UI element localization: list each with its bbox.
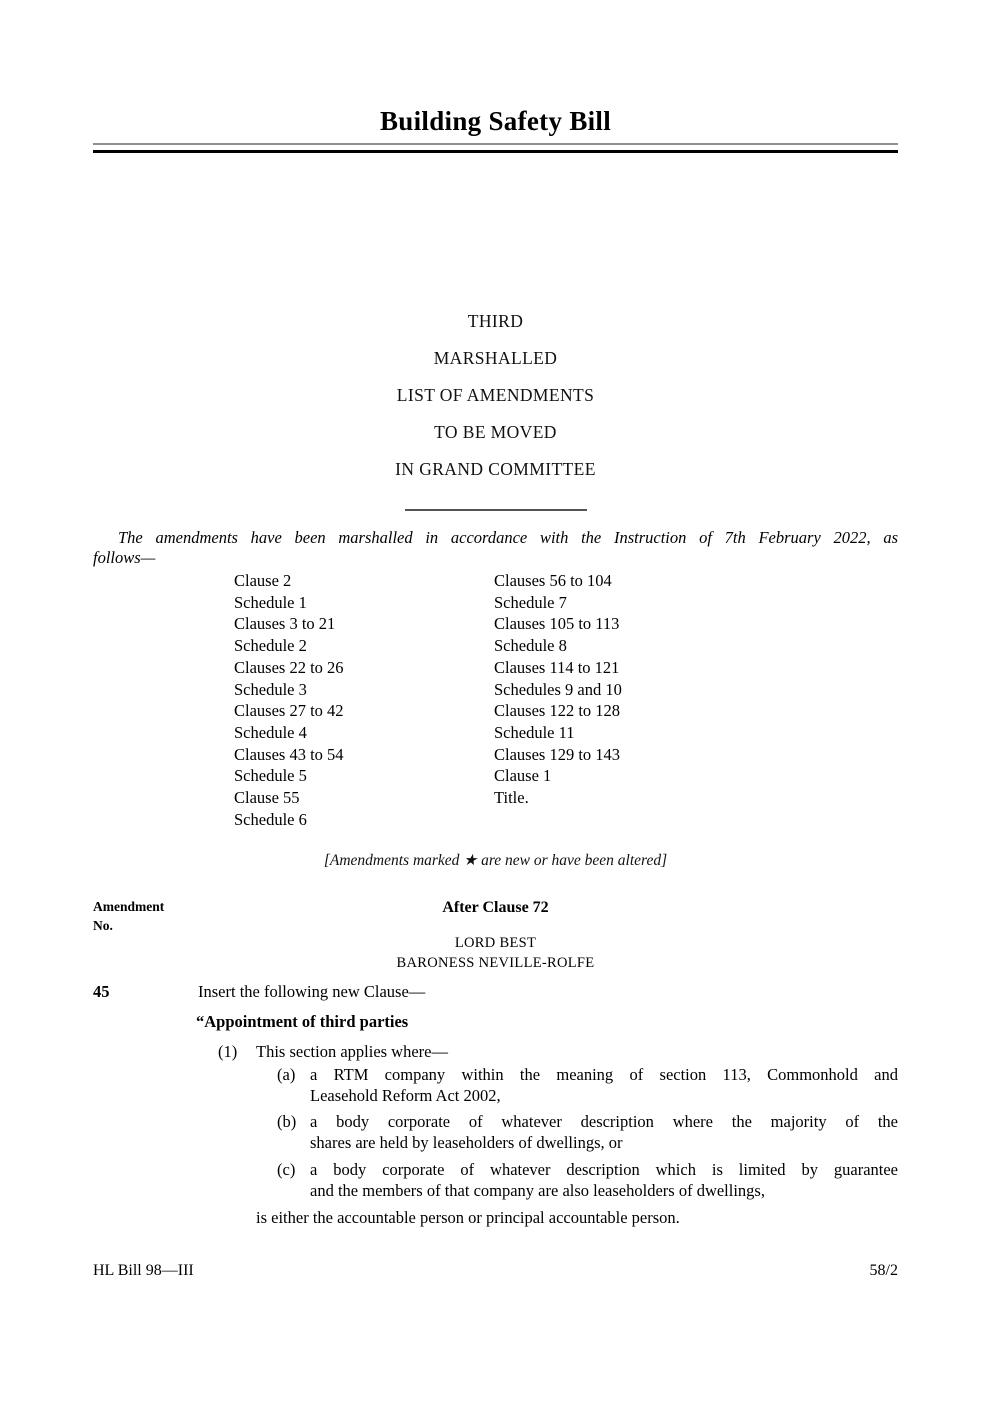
clause-order-item: Schedule 8 (494, 636, 567, 656)
amendment-no-label-line: Amendment (93, 899, 165, 914)
bill-reference: HL Bill 98—III (93, 1262, 194, 1279)
section-heading: After Clause 72 (442, 899, 549, 916)
paragraph-b (277, 1112, 898, 1153)
title-rule (93, 143, 898, 153)
bill-title: Building Safety Bill (379, 106, 612, 136)
amendment-no-label-line: No. (93, 918, 113, 933)
subsection-closing-text: is either the accountable person or principal accountable person. (256, 1208, 680, 1227)
heading-line: MARSHALLED (433, 348, 558, 368)
clause-order-right-column (494, 570, 622, 809)
clause-order-item: Title. (494, 788, 529, 808)
paragraph-b-text (310, 1112, 898, 1153)
heading-line: TO BE MOVED (434, 422, 557, 442)
clause-order-item: Schedule 3 (234, 679, 307, 699)
clause-order-item: Schedule 7 (494, 592, 567, 612)
marshalled-note-line: The amendments have been marshalled in accordance with the Instruction of 7th February 2022, as (118, 528, 898, 547)
document-headings (0, 303, 991, 488)
paragraph-line: Leasehold Reform Act 2002, (310, 1085, 501, 1105)
marshalled-note (93, 528, 898, 568)
paragraph-a (277, 1065, 898, 1106)
paragraph-a-label: (a) (277, 1065, 296, 1084)
clause-order-item: Clauses 27 to 42 (234, 701, 344, 721)
clause-order-item: Clause 55 (234, 788, 300, 808)
heading-line: IN GRAND COMMITTEE (395, 459, 596, 479)
clause-order-left-column (234, 570, 344, 830)
sheet-number: 58/2 (869, 1262, 898, 1279)
paragraph-c (277, 1160, 898, 1201)
mover-name: LORD BEST (454, 935, 537, 951)
heading-line: LIST OF AMENDMENTS (396, 385, 595, 405)
paragraph-a-text (310, 1065, 898, 1106)
star-legend-note: [Amendments marked ★ are new or have been altered] (323, 852, 668, 869)
heading-line: THIRD (467, 311, 524, 331)
paragraph-b-label: (b) (277, 1112, 297, 1131)
marshalled-note-line: follows— (93, 548, 156, 567)
clause-order-item: Schedule 6 (234, 809, 307, 829)
clause-order-item: Schedules 9 and 10 (494, 679, 622, 699)
clause-order-item: Schedule 1 (234, 592, 307, 612)
paragraph-line: a RTM company within the meaning of section 113, Commonhold and (310, 1065, 898, 1084)
subsection-1-label: (1) (218, 1042, 238, 1061)
subsection-1 (218, 1042, 448, 1062)
clause-order-item: Clauses 114 to 121 (494, 657, 620, 677)
clause-order-item: Clauses 105 to 113 (494, 614, 620, 634)
new-clause-title: “Appointment of third parties (196, 1012, 409, 1031)
clause-order-item: Clauses 22 to 26 (234, 657, 344, 677)
clause-order-item: Schedule 2 (234, 636, 307, 656)
amendment-instruction: Insert the following new Clause— (198, 982, 426, 1001)
clause-order-item: Clause 2 (234, 571, 292, 590)
amendment-number: 45 (93, 982, 110, 1001)
paragraph-c-label: (c) (277, 1160, 296, 1179)
paragraph-line: shares are held by leaseholders of dwellings, or (310, 1132, 623, 1152)
subsection-1-text: This section applies where— (256, 1042, 448, 1061)
mover-name: BARONESS NEVILLE-ROLFE (396, 955, 595, 971)
clause-order-item: Clauses 129 to 143 (494, 744, 621, 764)
clause-order-item: Schedule 5 (234, 766, 307, 786)
clause-order-item: Clause 1 (494, 766, 552, 786)
paragraph-c-text (310, 1160, 898, 1201)
clause-order-item: Clauses 43 to 54 (234, 744, 344, 764)
paragraph-line: and the members of that company are also leaseholders of dwellings, (310, 1180, 765, 1200)
clause-order-item: Schedule 4 (234, 722, 307, 742)
clause-order-item: Clauses 56 to 104 (494, 571, 612, 590)
clause-order-item: Clauses 122 to 128 (494, 701, 621, 721)
clause-order-item: Clauses 3 to 21 (234, 614, 336, 634)
separator-rule (405, 509, 587, 511)
paragraph-line: a body corporate of whatever description which is limited by guarantee (310, 1160, 898, 1179)
clause-order-item: Schedule 11 (494, 722, 575, 742)
paragraph-line: a body corporate of whatever description where the majority of the (310, 1112, 898, 1131)
